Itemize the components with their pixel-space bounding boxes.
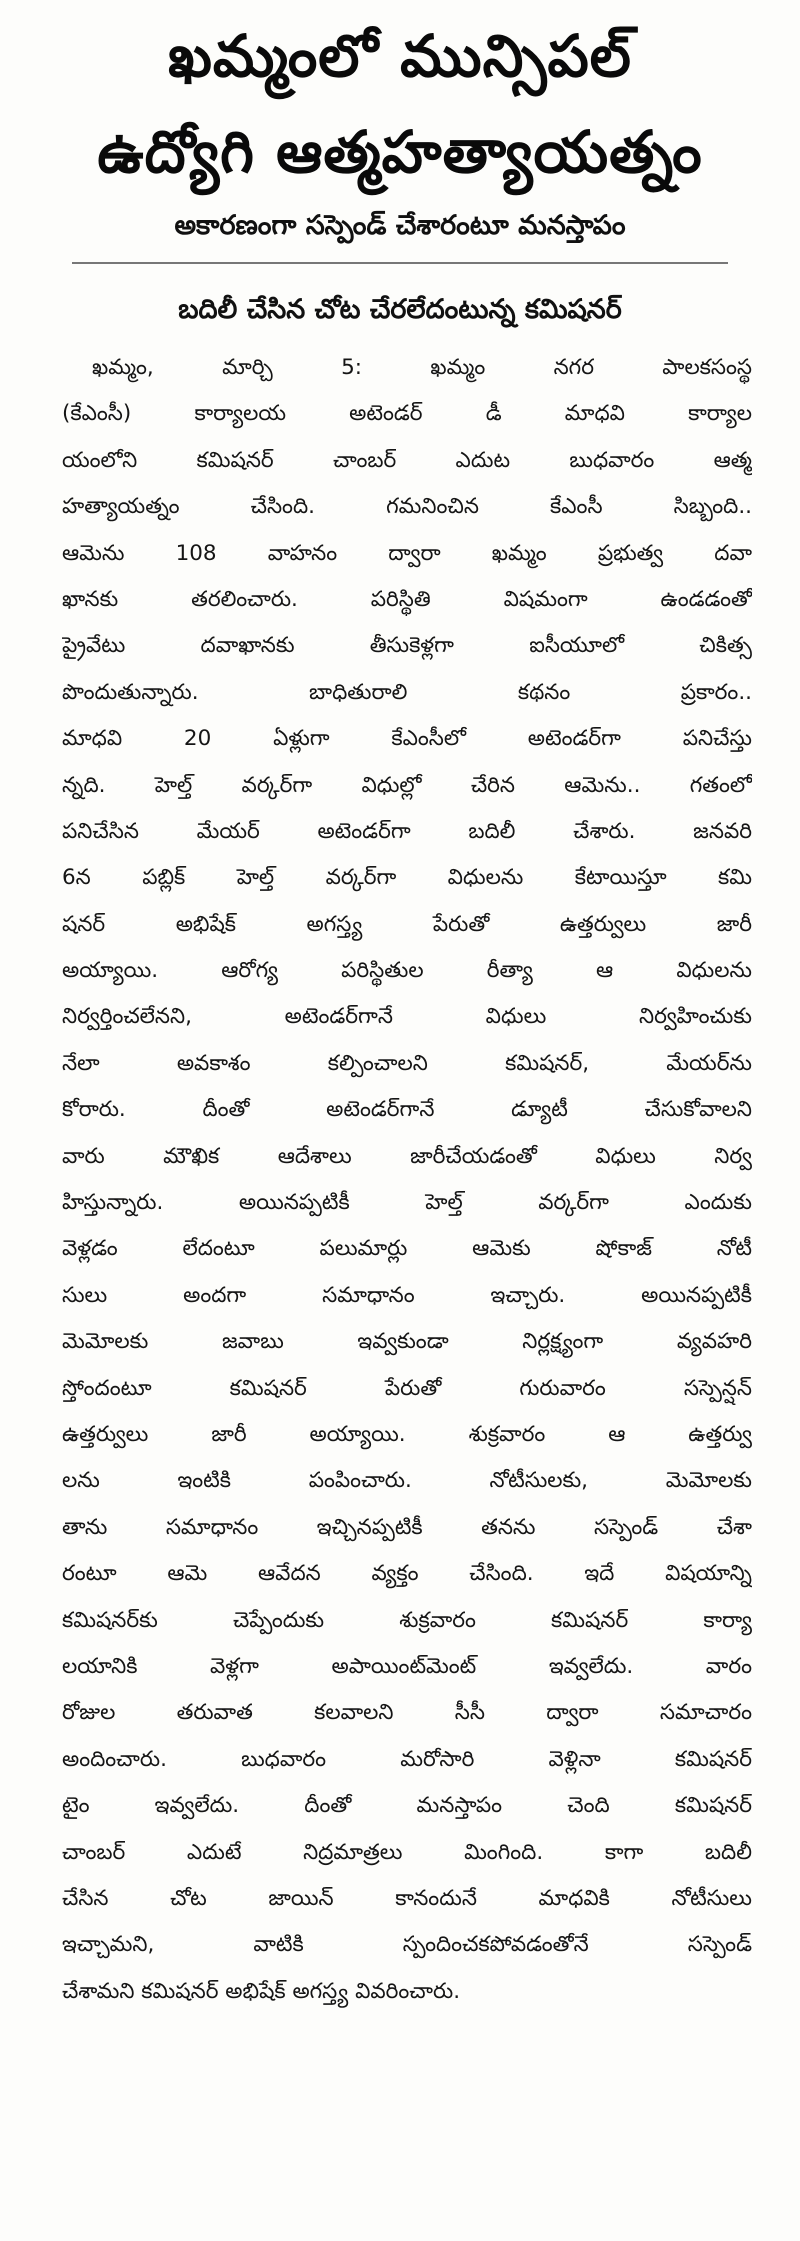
article-body xyxy=(62,345,752,2015)
divider-rule xyxy=(72,262,728,264)
article-line: అందించారు. బుధవారం మరోసారి వెళ్లినా కమిషనర్ xyxy=(62,1746,752,1772)
article-line: స్తోందంటూ కమిషనర్ పేరుతో గురువారం సస్పెన్షన్ xyxy=(62,1375,752,1401)
article-line: ఆమెను 108 వాహనం ద్వారా ఖమ్మం ప్రభుత్వ దవా xyxy=(62,540,752,566)
article-line: పనిచేసిన మేయర్ అటెండర్‌గా బదిలీ చేశారు. జనవరి xyxy=(62,818,752,844)
article-line: నేలా అవకాశం కల్పించాలని కమిషనర్, మేయర్‌ను xyxy=(62,1050,752,1076)
article-line: మాధవి 20 ఏళ్లుగా కేఎంసీలో అటెండర్‌గా పనిచేస్తు xyxy=(62,726,752,752)
article-line: ఇచ్చామని, వాటికి స్పందించకపోవడంతోనే సస్పెండ్ xyxy=(62,1932,752,1958)
article-line: హత్యాయత్నం చేసింది. గమనించిన కేఎంసీ సిబ్బంది.. xyxy=(62,494,752,520)
article-line: ప్రైవేటు దవాఖానకు తీసుకెళ్లగా ఐసీయూలో చికిత్స xyxy=(62,633,752,659)
headline-line-1: ఖమ్మంలో మున్సిపల్ xyxy=(168,22,632,90)
article-line: ఖానకు తరలించారు. పరిస్థితి విషమంగా ఉండడంతో xyxy=(62,586,752,612)
article-line: న్నది. హెల్త్ వర్కర్‌గా విధుల్లో చేరిన ఆమెను.. గతంలో xyxy=(62,772,752,798)
article-line: రంటూ ఆమె ఆవేదన వ్యక్తం చేసింది. ఇదే విషయాన్ని xyxy=(62,1561,752,1587)
subheading-2: బదిలీ చేసిన చోట చేరలేదంటున్న కమిషనర్ xyxy=(178,294,622,325)
article-line: తాను సమాధానం ఇచ్చినప్పటికీ తనను సస్పెండ్ చేశా xyxy=(62,1514,752,1540)
article-line: టైం ఇవ్వలేదు. దీంతో మనస్తాపం చెంది కమిషనర్ xyxy=(62,1793,752,1819)
article-line: ఉత్తర్వులు జారీ అయ్యాయి. శుక్రవారం ఆ ఉత్తర్వు xyxy=(62,1421,752,1447)
article-line: వెళ్లడం లేదంటూ పలుమార్లు ఆమెకు షోకాజ్ నోటీ xyxy=(62,1236,752,1262)
article-line: హిస్తున్నారు. అయినప్పటికీ హెల్త్ వర్కర్‌గా ఎందుకు xyxy=(62,1190,752,1216)
article-line: లను ఇంటికి పంపించారు. నోటీసులకు, మెమోలకు xyxy=(62,1468,752,1494)
article-line: అయ్యాయి. ఆరోగ్య పరిస్థితుల రీత్యా ఆ విధులను xyxy=(62,958,752,984)
article-line: చాంబర్ ఎదుటే నిద్రమాత్రలు మింగింది. కాగా బదిలీ xyxy=(62,1839,752,1865)
article-line: కమిషనర్‌కు చెప్పేందుకు శుక్రవారం కమిషనర్ కార్యా xyxy=(62,1607,752,1633)
article-line: ఖమ్మం, మార్చి 5: ఖమ్మం నగర పాలకసంస్థ xyxy=(92,355,752,380)
article-line: కోరారు. దీంతో అటెండర్‌గానే డ్యూటీ చేసుకోవాలని xyxy=(62,1097,752,1123)
subheading-1: అకారణంగా సస్పెండ్ చేశారంటూ మనస్తాపం xyxy=(174,210,626,241)
article-line: లయానికి వెళ్లగా అపాయింట్‌మెంట్ ఇవ్వలేదు. వారం xyxy=(62,1653,752,1679)
article-line: రోజుల తరువాత కలవాలని సీసీ ద్వారా సమాచారం xyxy=(62,1700,752,1726)
article-line: (కేఎంసీ) కార్యాలయ అటెండర్ డీ మాధవి కార్యాల xyxy=(62,401,752,427)
article-line: నిర్వర్తించలేనని, అటెండర్‌గానే విధులు నిర్వహించుకు xyxy=(62,1004,752,1030)
article-line: చేసిన చోట జాయిన్ కానందునే మాధవికి నోటీసులు xyxy=(62,1885,752,1911)
headline-line-2: ఉద్యోగి ఆత్మహత్యాయత్నం xyxy=(97,118,703,186)
article-line: షనర్ అభిషేక్ అగస్త్య పేరుతో ఉత్తర్వులు జారీ xyxy=(62,911,752,937)
article-line: వారు మౌఖిక ఆదేశాలు జారీచేయడంతో విధులు నిర్వ xyxy=(62,1143,752,1169)
article-line: 6న పబ్లిక్ హెల్త్ వర్కర్‌గా విధులను కేటాయిస్తూ కమి xyxy=(62,865,752,891)
article-line: చేశామని కమిషనర్ అభిషేక్ అగస్త్య వివరించారు. xyxy=(62,1978,461,2004)
article-line: యంలోని కమిషనర్ చాంబర్ ఎదుట బుధవారం ఆత్మ xyxy=(62,447,752,473)
article-line: మెమోలకు జవాబు ఇవ్వకుండా నిర్లక్ష్యంగా వ్యవహరి xyxy=(62,1329,752,1355)
article-line: పొందుతున్నారు. బాధితురాలి కథనం ప్రకారం.. xyxy=(62,679,752,705)
article-line: సులు అందగా సమాధానం ఇచ్చారు. అయినప్పటికీ xyxy=(62,1282,752,1308)
